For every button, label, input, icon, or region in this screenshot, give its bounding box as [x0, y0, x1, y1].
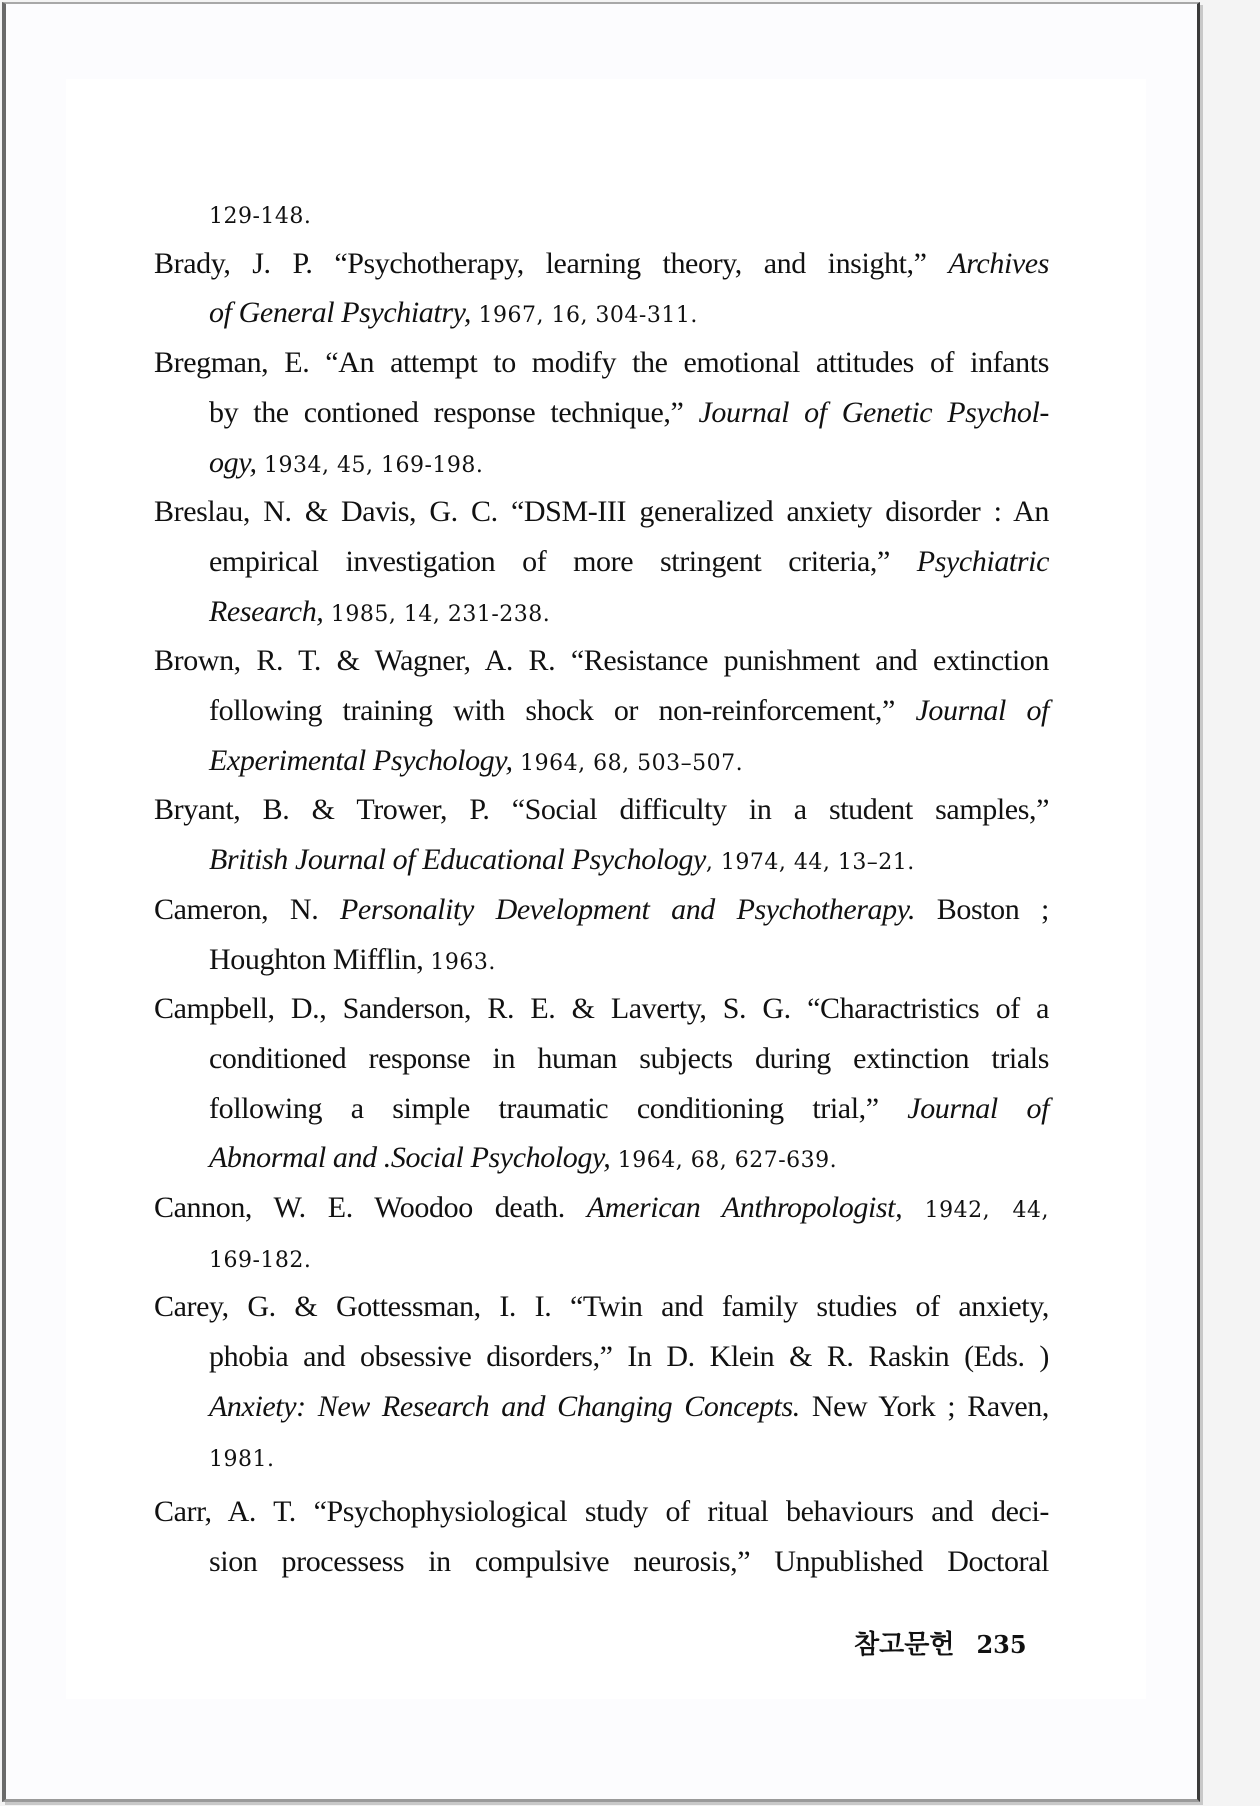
reference-entry-continuation-line	[209, 1089, 1049, 1129]
citation-numbers: 1964, 68, 503–507.	[512, 750, 744, 776]
reference-text: empirical investigation of more stringent criteria,”	[209, 544, 917, 578]
reference-text: Brady, J. P. “Psychotherapy, learning theory, and insight,”	[154, 246, 949, 280]
reference-entry-first-line	[154, 989, 1049, 1029]
citation-numbers: 1942, 44,	[902, 1198, 1049, 1223]
citation-numbers: 1963.	[430, 949, 496, 975]
italic-title-text: ogy,	[209, 445, 257, 479]
reference-entry-first-line	[154, 492, 1049, 532]
italic-title-text: American Anthropologist,	[586, 1191, 903, 1224]
reference-text: conditioned response in human subjects during extinction trials	[209, 1041, 1049, 1075]
reference-entry-continuation-line	[209, 542, 1049, 582]
book-page	[2, 2, 1200, 1802]
reference-entry-continuation-line	[209, 1387, 1049, 1427]
page-footer	[854, 1624, 1027, 1661]
italic-title-text: Psychiatric	[916, 544, 1049, 578]
reference-text: New York ; Raven,	[799, 1389, 1050, 1423]
reference-text: following training with shock or non-reinforcement,”	[209, 694, 916, 727]
italic-title-text: Abnormal and .Social Psychology,	[209, 1141, 611, 1175]
reference-entry-first-line	[154, 1287, 1049, 1327]
reference-text: Bregman, E. “An attempt to modify the emotional attitudes of infants	[154, 346, 1049, 380]
citation-numbers: 1967, 16, 304-311.	[470, 303, 698, 329]
citation-numbers: 169-182.	[209, 1247, 312, 1273]
italic-title-text: Journal of	[915, 694, 1049, 727]
citation-numbers: 1934, 45, 169-198.	[256, 452, 484, 478]
reference-entry-continuation-line	[209, 393, 1049, 433]
reference-entry-continuation-line	[209, 741, 1049, 781]
reference-entry-first-line	[154, 343, 1049, 383]
reference-entry-first-line	[154, 1188, 1049, 1228]
reference-text: Bryant, B. & Trower, P. “Social difficulty in a student samples,”	[154, 793, 1049, 827]
italic-title-text: Personality Development and Psychotherapy.	[339, 892, 916, 926]
reference-text: by the contioned response technique,”	[209, 395, 699, 429]
reference-entry-continuation-line	[209, 194, 1049, 234]
reference-text: Carr, A. T. “Psychophysiological study of ritual behaviours and deci-	[154, 1495, 1049, 1529]
citation-numbers: 1985, 14, 231-238.	[323, 601, 551, 627]
section-title: 참고문헌	[854, 1630, 955, 1660]
reference-text: sion processess in compulsive neurosis,” Unpublished Doctoral	[209, 1544, 1049, 1578]
reference-entry-continuation-line	[209, 1138, 1049, 1178]
reference-entry-continuation-line	[209, 592, 1049, 632]
italic-title-text: Research,	[209, 594, 324, 628]
italic-title-text: Journal of Genetic Psychol-	[698, 395, 1049, 429]
reference-text: Breslau, N. & Davis, G. C. “DSM-III generalized anxiety disorder : An	[154, 495, 1049, 529]
reference-entry-first-line	[154, 1492, 1049, 1532]
citation-numbers: 129-148.	[209, 204, 312, 229]
reference-entry-continuation-line	[209, 1039, 1049, 1079]
reference-text: Cameron, N.	[154, 892, 340, 926]
citation-numbers: 1981.	[209, 1446, 275, 1472]
reference-entry-first-line	[154, 244, 1049, 284]
reference-entry-continuation-line	[209, 691, 1049, 731]
reference-entry-continuation-line	[209, 293, 1049, 333]
page-number: 235	[976, 1630, 1027, 1659]
reference-entry-continuation-line	[209, 840, 1049, 880]
reference-text: Cannon, W. E. Woodoo death.	[154, 1191, 587, 1224]
reference-entry-continuation-line	[209, 1337, 1049, 1377]
reference-entry-continuation-line	[209, 1437, 1049, 1477]
reference-text: following a simple traumatic conditioning trial,”	[209, 1091, 908, 1125]
reference-text: Campbell, D., Sanderson, R. E. & Laverty, S. G. “Charactristics of a	[154, 992, 1049, 1026]
reference-entry-continuation-line	[209, 940, 1049, 980]
reference-entry-continuation-line	[209, 1238, 1049, 1278]
italic-title-text: British Journal of Educational Psychology	[209, 843, 706, 877]
citation-numbers: 1964, 68, 627-639.	[610, 1148, 838, 1174]
reference-entry-first-line	[154, 890, 1049, 930]
reference-entry-first-line	[154, 790, 1049, 830]
italic-title-text: Experimental Psychology,	[209, 743, 513, 777]
italic-title-text: Anxiety: New Research and Changing Concepts.	[209, 1389, 800, 1423]
italic-title-text: of General Psychiatry,	[209, 296, 471, 330]
reference-text: Boston ;	[915, 892, 1049, 926]
reference-text: Houghton Mifflin,	[209, 942, 431, 976]
citation-numbers: , 1974, 44, 13–21.	[705, 850, 915, 876]
reference-text: Carey, G. & Gottessman, I. I. “Twin and family studies of anxiety,	[154, 1290, 1049, 1324]
italic-title-text: Archives	[948, 246, 1049, 280]
reference-text: phobia and obsessive disorders,” In D. Klein & R. Raskin (Eds. )	[209, 1340, 1049, 1374]
reference-text: Brown, R. T. & Wagner, A. R. “Resistance punishment and extinction	[154, 644, 1049, 678]
reference-entry-continuation-line	[209, 443, 1049, 483]
italic-title-text: Journal of	[907, 1091, 1049, 1125]
reference-entry-continuation-line	[209, 1542, 1049, 1582]
reference-entry-first-line	[154, 641, 1049, 681]
